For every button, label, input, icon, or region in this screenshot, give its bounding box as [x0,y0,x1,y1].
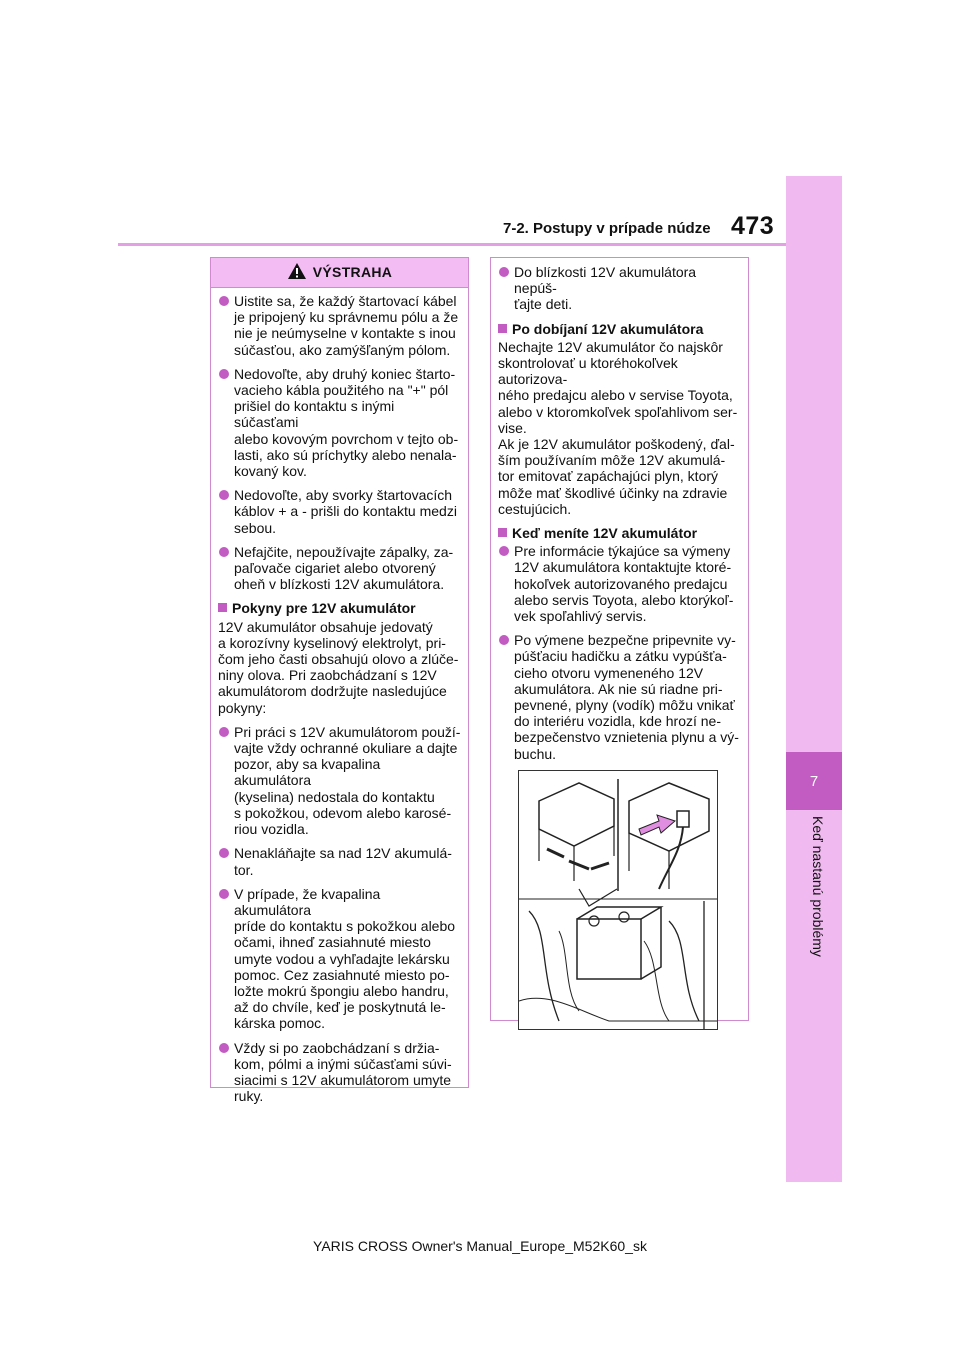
battery-vent-hose-illustration [518,770,718,1030]
battery-heading: Pokyny pre 12V akumulátor [218,600,461,616]
bullet-icon [219,848,229,858]
bullet-icon [219,296,229,306]
warning-box-continued [490,257,749,1021]
bullet-icon [219,490,229,500]
bullet-icon [499,546,509,556]
bullet-icon [219,727,229,737]
battery-item: Vždy si po zaobchádzaní s držia- kom, pólmi a inými súčasťami súvi- siacimi s 12V akumulátorom umyte ruky. [218,1040,461,1105]
battery-item: Pri práci s 12V akumulátorom použí- vajte vždy ochranné okuliare a dajte pozor, aby sa kvapalina akumulátora (kyselina) nedostala do kontaktu s pokožkou, odevom alebo karosé- riou vozidla. [218,724,461,837]
bullet-icon [219,889,229,899]
bullet-icon [499,267,509,277]
battery-illustration-icon [519,771,717,1029]
bullet-icon [499,635,509,645]
warning-item: Uistite sa, že každý štartovací kábel je pripojený ku správnemu pólu a že nie je neúmyselne v kontakte s inou súčasťou, ako zamýšľaným pólom. [218,293,461,358]
warning-item: Nefajčite, nepoužívajte zápalky, za- paľovače cigariet alebo otvorený oheň v blízkosti 12V akumulátora. [218,544,461,593]
warning-box [210,257,469,1105]
warning-title: VÝSTRAHA [312,264,393,281]
bullet-icon [219,547,229,557]
battery-intro: 12V akumulátor obsahuje jedovatý a korozívny kyselinový elektrolyt, pri- čom jeho časti obsahujú olovo a zlúče- niny olova. Pri zaobchádzaní s 12V akumulátorom dodržujte nasledujúce pokyny: [218,618,459,716]
bullet-icon [219,1043,229,1053]
chapter-side-tab [786,176,842,1182]
chapter-title: Keď nastanú problémy [810,816,826,957]
header-rule [118,243,786,246]
square-bullet-icon [498,528,507,537]
after-charging-heading: Po dobíjaní 12V akumulátora [498,321,741,337]
footer-text: YARIS CROSS Owner's Manual_Europe_M52K60_sk [313,1238,647,1254]
warning-triangle-icon [287,262,307,283]
square-bullet-icon [498,324,507,333]
page-number: 473 [731,212,775,240]
battery-item: V prípade, že kvapalina akumulátora príde do kontaktu s pokožkou alebo očami, ihneď zasiahnuté miesto umyte vodou a vyhľadajte lekársku pomoc. Cez zasiahnuté miesto po- ložte mokrú špongiu alebo handru, až do chvíle, keď je poskytnutá le- kárska pomoc. [218,886,461,1032]
replacing-heading: Keď meníte 12V akumulátor [498,525,741,541]
battery-item: Nenakláňajte sa nad 12V akumulá- tor. [218,845,461,877]
section-title: 7-2. Postupy v prípade núdze [503,220,711,237]
chapter-number-tab[interactable]: 7 [786,752,842,810]
after-charging-text: Nechajte 12V akumulátor čo najskôr skontrolovať u ktoréhokoľvek autorizova- ného predajcu alebo v servise Toyota, alebo v ktoromkoľvek spoľahlivom ser- vise. Ak je 12V akumulátor poškodený, ďal- ším používaním môže 12V akumulá- tor emitovať zapáchajúci plyn, ktorý môže mať škodlivé účinky na zdravie cestujúcich. [498,338,738,517]
warning-item: Do blízkosti 12V akumulátora nepúš- ťajte deti. [498,264,741,313]
warning-item: Nedovoľte, aby svorky štartovacích káblov + a - prišli do kontaktu medzi sebou. [218,487,461,536]
bullet-icon [219,369,229,379]
replacing-item: Pre informácie týkajúce sa výmeny 12V akumulátora kontaktujte ktoré- hokoľvek autorizovaného predajcu alebo servis Toyota, alebo ktorýkoľ- vek spoľahlivý servis. [498,543,741,624]
warning-header [211,258,468,288]
warning-item: Nedovoľte, aby druhý koniec štarto- vacieho kábla použitého na "+" pól prišiel do kontaktu s inými súčasťami alebo kovovým povrchom v tejto ob- lasti, ako sú príchytky alebo nenala- kovaný kov. [218,366,461,479]
replacing-item: Po výmene bezpečne pripevnite vy- púšťaciu hadičku a zátku vypúšťa- cieho otvoru vymeneného 12V akumulátora. Ak nie sú riadne pri- pevnené, plyny (vodík) môžu vnikať do interiéru vozidla, kde hrozí ne- bezpečenstvo vznietenia plynu a vý- buchu. [498,632,741,762]
square-bullet-icon [218,603,227,612]
